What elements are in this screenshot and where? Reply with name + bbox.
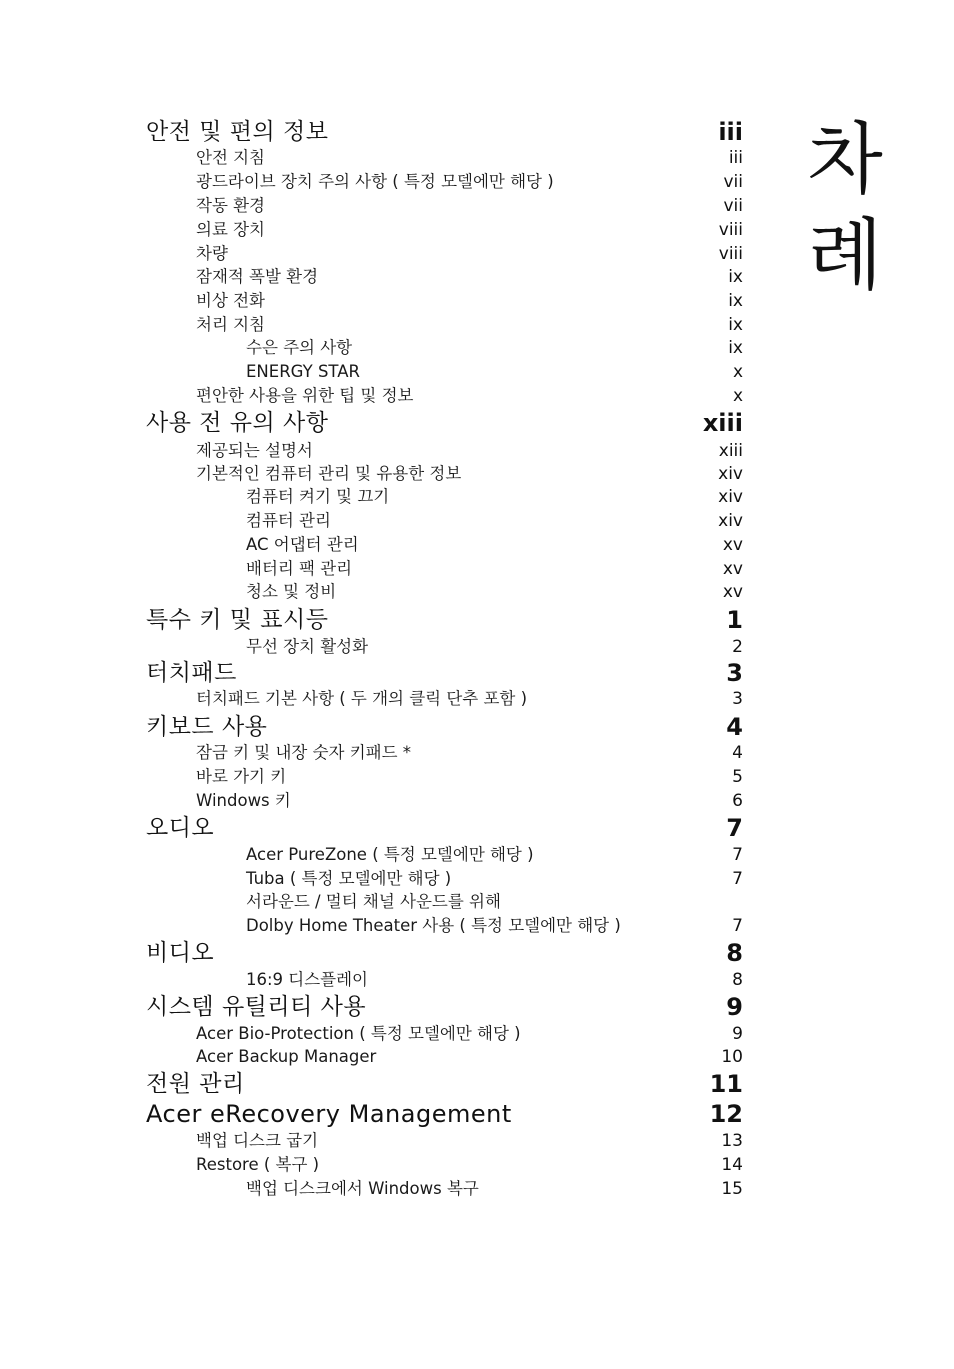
toc-entry-page-number: 4 [726,713,743,741]
toc-entry-title: 청소 및 정비 [246,582,337,601]
toc-entry-title: 기본적인 컴퓨터 관리 및 유용한 정보 [196,464,462,483]
toc-entry-title: Acer eRecovery Management [146,1100,512,1128]
toc-entry-page-number: 7 [732,916,743,936]
toc-entry-title: 안전 및 편의 정보 [146,119,329,145]
toc-entry-page-number: ix [728,338,743,358]
toc-entry-level-2[interactable] [0,219,954,241]
toc-entry-level-3[interactable] [0,558,954,580]
toc-entry-level-1[interactable] [0,1099,954,1129]
toc-entry-page-number: 13 [721,1131,743,1151]
toc-entry-level-3[interactable] [0,581,954,603]
toc-entry-page-number: xv [722,559,743,579]
toc-entry-title: 배터리 팩 관리 [246,559,353,578]
toc-entry-title: Restore ( 복구 ) [196,1155,320,1174]
toc-entry-level-3[interactable] [0,891,954,913]
toc-entry-level-2[interactable] [0,314,954,336]
toc-entry-level-1[interactable] [0,605,954,635]
toc-entry-title: Acer PureZone ( 특정 모델에만 해당 ) [246,845,534,864]
toc-entry-level-2[interactable] [0,790,954,812]
toc-entry-title: 안전 지침 [196,148,266,167]
toc-entry-title: 전원 관리 [146,1071,245,1097]
toc-entry-page-number: 4 [732,743,743,763]
toc-entry-page-number: 5 [732,767,743,787]
toc-entry-level-3[interactable] [0,1178,954,1200]
toc-entry-title: 터치패드 [146,660,237,686]
toc-entry-level-3[interactable] [0,844,954,866]
toc-entry-page-number: 14 [721,1155,743,1175]
toc-entry-level-2[interactable] [0,266,954,288]
toc-entry-level-2[interactable] [0,385,954,407]
toc-entry-title: 수은 주의 사항 [246,338,353,357]
toc-entry-page-number: xiv [718,464,743,484]
toc-entry-level-3[interactable] [0,361,954,383]
toc-entry-level-1[interactable] [0,117,954,147]
toc-entry-level-3[interactable] [0,510,954,532]
toc-entry-page-number: 9 [732,1024,743,1044]
toc-entry-title: 백업 디스크에서 Windows 복구 [246,1179,479,1198]
toc-entry-title: Dolby Home Theater 사용 ( 특정 모델에만 해당 ) [246,916,621,935]
toc-entry-page-number: 7 [726,814,743,842]
toc-entry-level-2[interactable] [0,195,954,217]
toc-entry-level-3[interactable] [0,534,954,556]
toc-entry-title: 백업 디스크 굽기 [196,1131,319,1150]
toc-entry-title: 비디오 [146,940,215,966]
toc-entry-page-number: iii [728,148,743,168]
toc-entry-page-number: viii [718,220,743,240]
toc-entry-level-2[interactable] [0,171,954,193]
toc-entry-title: 광드라이브 장치 주의 사항 ( 특정 모델에만 해당 ) [196,172,554,191]
toc-entry-page-number: 2 [732,637,743,657]
toc-entry-title: 처리 지침 [196,315,266,334]
toc-entry-title: 시스템 유틸리티 사용 [146,994,367,1020]
toc-entry-title: Acer Backup Manager [196,1047,377,1066]
toc-entry-page-number: 7 [732,869,743,889]
toc-entry-level-1[interactable] [0,992,954,1022]
toc-entry-title: 컴퓨터 관리 [246,511,331,530]
toc-entry-level-3[interactable] [0,868,954,890]
toc-entry-level-2[interactable] [0,688,954,710]
toc-entry-title: Windows 키 [196,791,291,810]
toc-entry-page-number: ix [728,291,743,311]
toc-entry-page-number: viii [718,244,743,264]
toc-entry-page-number: iii [718,118,743,146]
toc-entry-level-1[interactable] [0,658,954,688]
toc-entry-page-number: 3 [732,689,743,709]
toc-entry-level-2[interactable] [0,463,954,485]
toc-entry-title: 제공되는 설명서 [196,441,313,460]
toc-entry-title: 특수 키 및 표시등 [146,607,329,633]
toc-entry-page-number: xiv [718,511,743,531]
toc-entry-title: 비상 전화 [196,291,266,310]
toc-entry-level-1[interactable] [0,1069,954,1099]
toc-entry-title: 컴퓨터 켜기 및 끄기 [246,487,390,506]
toc-entry-level-2[interactable] [0,742,954,764]
toc-entry-title: 편안한 사용을 위한 팁 및 정보 [196,386,414,405]
toc-entry-title: 터치패드 기본 사항 ( 두 개의 클릭 단추 포함 ) [196,689,528,708]
toc-entry-title: 차량 [196,244,228,263]
toc-entry-title: 잠금 키 및 내장 숫자 키패드 * [196,743,412,762]
toc-entry-level-2[interactable] [0,1154,954,1176]
toc-entry-page-number: 1 [726,606,743,634]
toc-entry-title: AC 어댑터 관리 [246,535,359,554]
toc-entry-title: 키보드 사용 [146,714,268,740]
toc-entry-page-number: 8 [732,970,743,990]
toc-entry-page-number: xiii [702,409,743,437]
toc-entry-page-number: x [732,362,743,382]
toc-entry-level-2[interactable] [0,1023,954,1045]
toc-entry-level-3[interactable] [0,969,954,991]
toc-entry-title: ENERGY STAR [246,362,360,381]
toc-entry-page-number: 6 [732,791,743,811]
toc-entry-level-1[interactable] [0,408,954,438]
toc-entry-page-number: x [732,386,743,406]
toc-entry-title: 작동 환경 [196,196,266,215]
toc-entry-page-number: 7 [732,845,743,865]
toc-entry-level-3[interactable] [0,337,954,359]
toc-entry-page-number: xv [722,582,743,602]
toc-entry-page-number: vii [723,172,743,192]
toc-entry-page-number: 12 [709,1100,743,1128]
toc-entry-title: 서라운드 / 멀티 채널 사운드를 위해 [246,892,501,911]
toc-entry-level-1[interactable] [0,938,954,968]
toc-entry-title: 의료 장치 [196,220,266,239]
toc-entry-title: 사용 전 유의 사항 [146,410,329,436]
toc-entry-level-2[interactable] [0,290,954,312]
toc-entry-level-2[interactable] [0,243,954,265]
toc-entry-title: Tuba ( 특정 모델에만 해당 ) [246,869,452,888]
toc-entry-level-2[interactable] [0,440,954,462]
toc-entry-level-3[interactable] [0,636,954,658]
toc-entry-page-number: 10 [721,1047,743,1067]
toc-entry-level-3[interactable] [0,915,954,937]
toc-entry-page-number: xv [722,535,743,555]
toc-entry-page-number: 3 [726,659,743,687]
toc-entry-level-3[interactable] [0,486,954,508]
toc-entry-page-number: 15 [721,1179,743,1199]
toc-entry-level-2[interactable] [0,1046,954,1068]
toc-entry-page-number: ix [728,267,743,287]
toc-entry-title: 16:9 디스플레이 [246,970,368,989]
toc-entry-title: 오디오 [146,815,215,841]
toc-entry-page-number: xiii [718,441,743,461]
toc-entry-page-number: 8 [726,939,743,967]
toc-entry-title: 잠재적 폭발 환경 [196,267,319,286]
toc-entry-level-2[interactable] [0,147,954,169]
toc-entry-level-2[interactable] [0,766,954,788]
toc-entry-page-number: xiv [718,487,743,507]
toc-entry-title: 바로 가기 키 [196,767,287,786]
toc-entry-level-1[interactable] [0,712,954,742]
toc-entry-page-number: ix [728,315,743,335]
toc-entry-level-1[interactable] [0,813,954,843]
side-title-char-2: 례 [807,211,883,301]
toc-entry-level-2[interactable] [0,1130,954,1152]
toc-entry-page-number: 9 [726,993,743,1021]
toc-entry-title: 무선 장치 활성화 [246,637,369,656]
toc-entry-page-number: 11 [709,1070,743,1098]
toc-entry-title: Acer Bio-Protection ( 특정 모델에만 해당 ) [196,1024,521,1043]
toc-entry-page-number: vii [723,196,743,216]
side-title-char-1: 차 [807,115,883,205]
